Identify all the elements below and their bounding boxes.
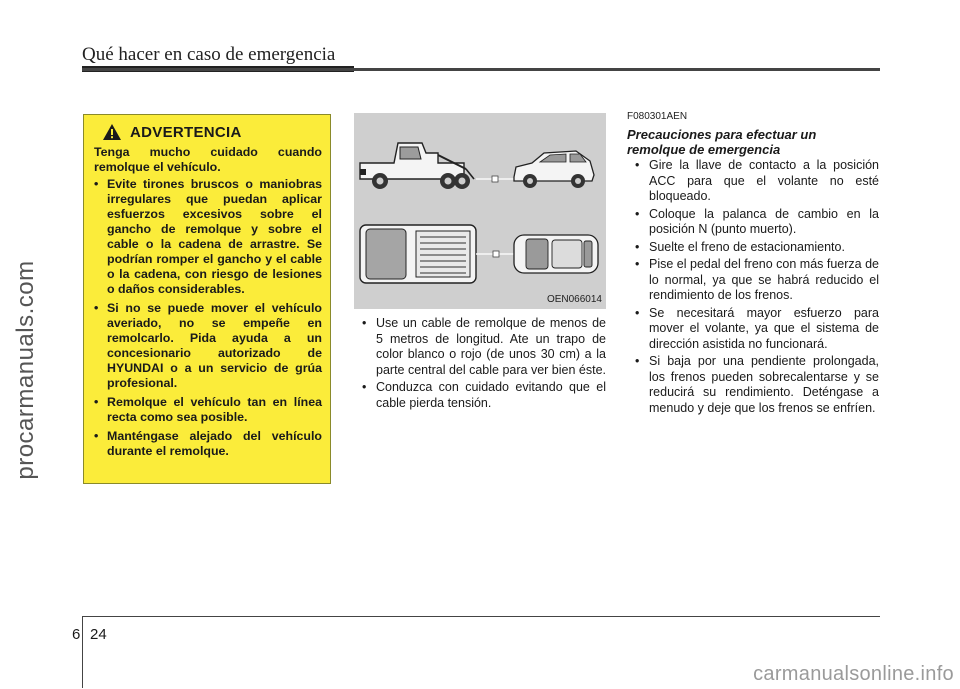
section-code: F080301AEN: [627, 111, 688, 122]
towing-diagram: [354, 113, 606, 309]
footer-rule: [82, 616, 880, 617]
tow-truck-side-view: [360, 143, 474, 189]
list-item: • Gire la llave de contacto a la posición ACC para que el volante no esté bloqueado.: [627, 158, 879, 205]
right-column-list: [627, 158, 879, 418]
warning-header: [102, 123, 322, 141]
bottom-watermark: carmanualsonline.info: [753, 663, 954, 685]
chapter-number: 6: [72, 626, 81, 643]
cable-marker-top: [493, 251, 499, 257]
header-rule: [82, 68, 880, 71]
list-item: • Suelte el freno de estacionamiento.: [627, 240, 879, 256]
side-watermark-text: procarmanuals.com: [12, 260, 39, 480]
towed-suv-top-view: [514, 235, 598, 273]
warning-triangle-icon: [102, 123, 122, 141]
warning-item: • Remolque el vehículo tan en línea recta como sea posible.: [94, 395, 322, 425]
towing-illustration: [354, 113, 606, 309]
warning-list: [94, 177, 322, 459]
list-item: • Se necesitará mayor esfuerzo para mover el volante, ya que el sistema de dirección asistida no funcionará.: [627, 306, 879, 353]
warning-title: ADVERTENCIA: [130, 123, 242, 141]
warning-intro: Tenga mucho cuidado cuando remolque el vehículo.: [94, 145, 322, 174]
list-item: • Pise el pedal del freno con más fuerza de lo normal, ya que se habrá reducido el rendimiento de los frenos.: [627, 257, 879, 304]
side-watermark: [6, 240, 46, 500]
figure-code: OEN066014: [546, 294, 602, 305]
warning-item: • Manténgase alejado del vehículo durante el remolque.: [94, 429, 322, 459]
cable-marker-side: [492, 176, 498, 182]
list-item: • Conduzca con cuidado evitando que el cable pierda tensión.: [354, 380, 606, 411]
page-number: 24: [90, 626, 107, 643]
warning-box: [83, 114, 331, 484]
footer-divider: [82, 616, 83, 688]
middle-column-list: [354, 316, 606, 413]
tow-truck-top-view: [360, 225, 476, 283]
page-header-title: Qué hacer en caso de emergencia: [82, 44, 336, 65]
list-item: • Use un cable de remolque de menos de 5 metros de longitud. Ate un trapo de color blanco o rojo (de unos 30 cm) a la parte central del cable para ver bien éste.: [354, 316, 606, 378]
section-title: Precauciones para efectuar un remolque de emergencia: [627, 127, 817, 157]
warning-item: • Si no se puede mover el vehículo averiado, no se empeñe en remolcarlo. Pida ayuda a un concesionario autorizado de HYUNDAI o a un servicio de grúa profesional.: [94, 301, 322, 391]
towed-suv-side-view: [514, 151, 594, 188]
list-item: • Coloque la palanca de cambio en la posición N (punto muerto).: [627, 207, 879, 238]
list-item: • Si baja por una pendiente prolongada, los frenos pueden sobrecalentarse y se reducirá su rendimiento. Deténgase a menudo y deje que los frenos se enfríen.: [627, 354, 879, 416]
warning-item: • Evite tirones bruscos o maniobras irregulares que puedan aplicar esfuerzos excesivos sobre el gancho de remolque y sobre el cable o la cadena de arrastre. Se podrían romper el gancho y el cable o la cadena, con riesgo de lesiones o daños considerables.: [94, 177, 322, 297]
